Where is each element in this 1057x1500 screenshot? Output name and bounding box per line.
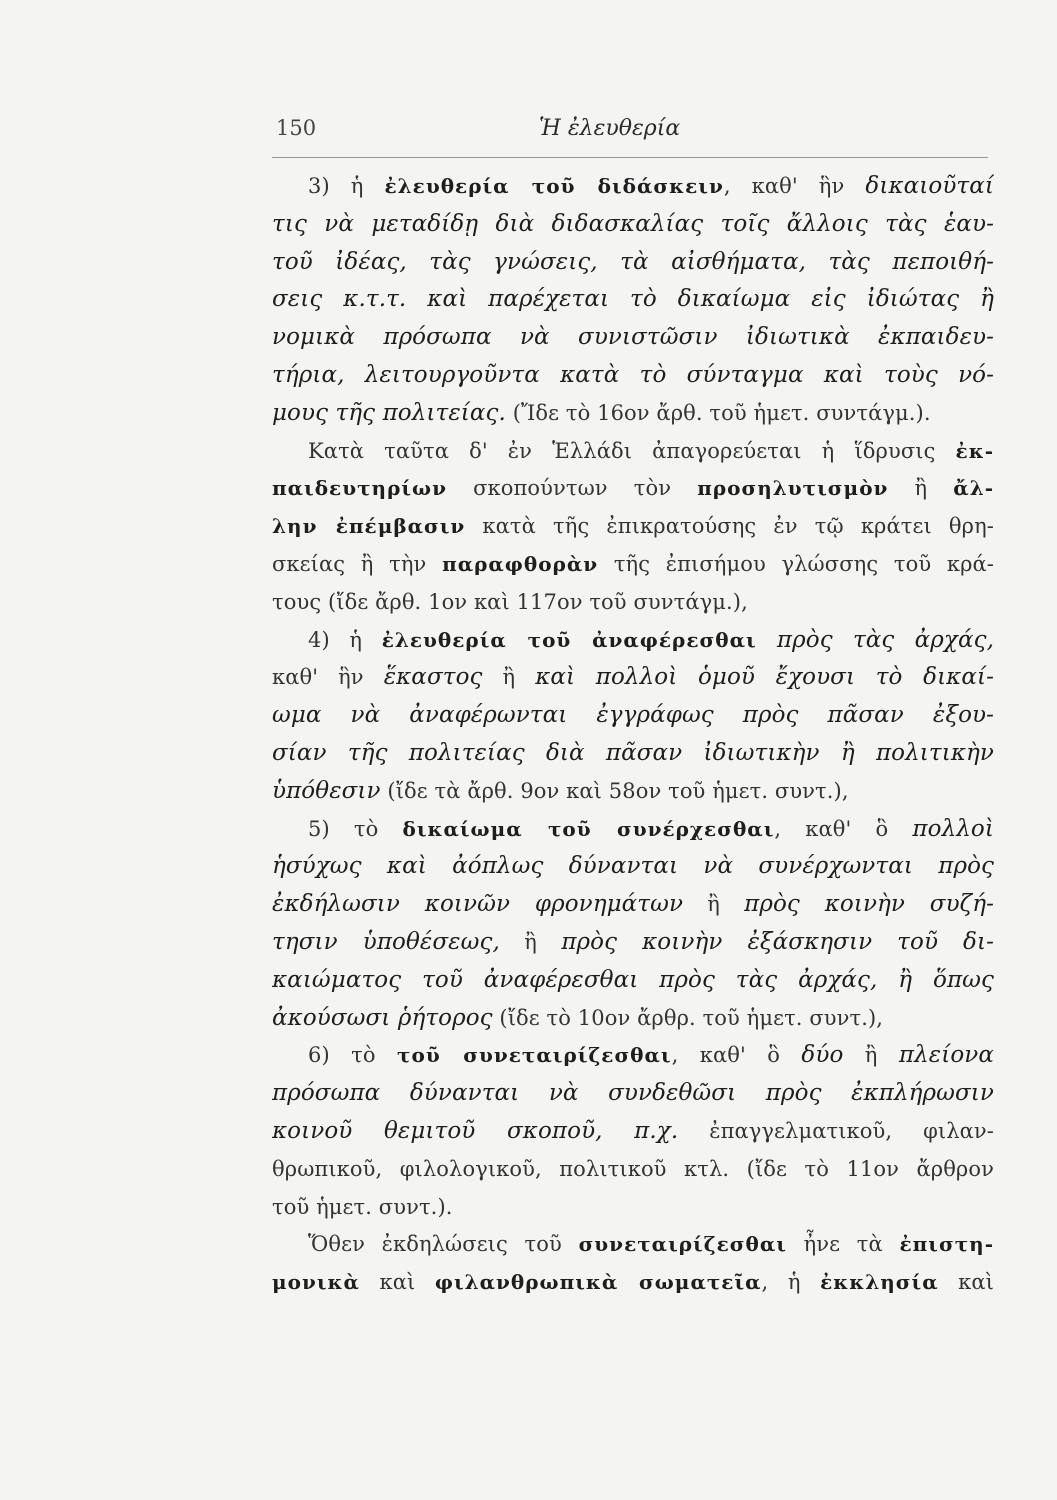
text-line — [272, 1113, 994, 1151]
text-segment: καὶ — [938, 1270, 994, 1295]
text-segment: καὶ — [359, 1270, 435, 1295]
text-segment: πλείονα — [898, 1042, 994, 1069]
text-segment: τῆς ἐπισήμου γλώσσης τοῦ κρά- — [598, 551, 994, 576]
text-segment: λην ἐπέμβασιν — [272, 514, 466, 539]
text-line — [272, 622, 994, 660]
text-line — [272, 1075, 994, 1113]
text-segment: ἢ — [683, 892, 745, 917]
text-segment: ἢ — [499, 929, 562, 954]
text-line — [272, 811, 994, 849]
page-header — [276, 112, 986, 152]
text-segment: ἢ — [888, 476, 954, 501]
text-line — [272, 319, 994, 357]
text-segment: δύο — [801, 1042, 844, 1069]
text-segment: ἐπαγγελματικοῦ, φιλαν- — [678, 1118, 994, 1143]
text-line — [272, 470, 994, 508]
text-line — [272, 546, 994, 584]
text-line — [272, 1000, 994, 1038]
text-segment: προσηλυτισμὸν — [697, 476, 889, 501]
text-segment: φιλανθρωπικὰ σωματεῖα — [434, 1270, 762, 1295]
text-line — [272, 962, 994, 1000]
text-segment: ἐκ- — [955, 438, 994, 463]
text-line — [272, 886, 994, 924]
text-segment: ἐκκλησία — [820, 1270, 939, 1295]
text-line — [272, 395, 994, 433]
text-segment: μονικὰ — [272, 1270, 360, 1295]
text-segment: καὶ πολλοὶ ὁμοῦ ἔχουσι τὸ δικαί- — [535, 664, 994, 691]
text-segment: , καθ' ὃ — [774, 816, 913, 841]
text-segment: ἐλευθερία τοῦ διδάσκειν — [384, 174, 724, 198]
text-segment: τις νὰ μεταδίδῃ διὰ διδασκαλίας τοῖς ἄλλοις τὰς ἑαυ- — [272, 210, 994, 237]
text-segment: (Ἴδε τὸ 16ον ἄρθ. τοῦ ἡμετ. συντάγμ.). — [505, 400, 931, 425]
text-segment: τοῦ ἰδέας, τὰς γνώσεις, τὰ αἰσθήματα, τὰς πεποιθή- — [272, 248, 994, 275]
text-line — [272, 206, 994, 244]
text-segment: τήρια, λειτουργοῦντα κατὰ τὸ σύνταγμα καὶ τοὺς νό- — [272, 361, 994, 388]
text-segment: , καθ' ἣν — [723, 174, 866, 198]
text-segment: ἦνε τὰ — [786, 1232, 900, 1257]
text-line — [272, 697, 994, 735]
text-segment: , καθ' ὃ — [671, 1043, 802, 1068]
text-segment: ἀκούσωσι ῥήτορος — [272, 1004, 493, 1031]
text-segment: πρὸς κοινὴν συζή- — [744, 891, 994, 918]
text-segment: ἢ — [843, 1043, 899, 1068]
text-line — [272, 1037, 994, 1075]
text-line — [272, 1264, 994, 1302]
text-segment: κατὰ τῆς ἐπικρατούσης ἐν τῷ κράτει θρη- — [465, 514, 994, 539]
text-line — [272, 773, 994, 811]
text-segment: σεις κ.τ.τ. καὶ παρέχεται τὸ δικαίωμα εἰς ἰδιώτας ἢ — [272, 286, 994, 313]
text-segment: τους (ἴδε ἄρθ. 1ον καὶ 117ον τοῦ συντάγμ.), — [272, 589, 748, 614]
text-segment: νομικὰ πρόσωπα νὰ συνιστῶσιν ἰδιωτικὰ ἐκπαιδευ- — [272, 324, 994, 351]
text-segment: σκοπούντων τὸν — [446, 476, 698, 501]
text-segment: Ὅθεν ἐκδηλώσεις τοῦ — [308, 1232, 579, 1257]
text-line — [272, 433, 994, 471]
text-segment: τησιν ὑποθέσεως, — [272, 928, 500, 955]
text-segment: θρωπικοῦ, φιλολογικοῦ, πολιτικοῦ κτλ. (ἴδε τὸ 11ον ἄρθρον — [272, 1156, 994, 1181]
text-segment: δικαίωμα τοῦ συνέρχεσθαι — [402, 816, 775, 841]
text-segment: σίαν τῆς πολιτείας διὰ πᾶσαν ἰδιωτικὴν ἢ πολιτικὴν — [272, 739, 994, 766]
text-segment: καθ' ἣν — [272, 665, 384, 690]
text-segment: 4) ἡ — [308, 627, 382, 652]
text-line — [272, 735, 994, 773]
text-segment: ἐλευθερία τοῦ ἀναφέρεσθαι — [381, 627, 757, 652]
text-segment: μους τῆς πολιτείας. — [272, 399, 506, 426]
text-line — [272, 924, 994, 962]
text-segment: , ἡ — [761, 1270, 821, 1295]
text-line — [272, 1189, 994, 1227]
text-line — [272, 584, 994, 622]
text-segment: τοῦ ἡμετ. συντ.). — [272, 1194, 453, 1219]
text-segment: πολλοὶ — [912, 815, 994, 842]
text-segment: ωμα νὰ ἀναφέρωνται ἐγγράφως πρὸς πᾶσαν ἐξου- — [272, 702, 994, 729]
text-segment: ἕκαστος — [383, 664, 483, 691]
text-line — [272, 244, 994, 282]
body-text — [272, 168, 994, 1302]
text-segment: πρὸς τὰς ἀρχάς, — [756, 626, 994, 653]
text-segment: ἡσύχως καὶ ἀόπλως δύνανται νὰ συνέρχωνται πρὸς — [272, 853, 994, 880]
text-line — [272, 508, 994, 546]
text-segment: παιδευτηρίων — [272, 476, 447, 501]
text-line — [272, 281, 994, 319]
text-line — [272, 848, 994, 886]
text-segment: Κατὰ ταῦτα δ' ἐν Ἑλλάδι ἀπαγορεύεται ἡ ἵδρυσις — [308, 438, 956, 463]
text-segment: 5) τὸ — [308, 816, 403, 841]
text-segment: ἄλ- — [953, 476, 994, 501]
text-line — [272, 1151, 994, 1189]
text-segment: ἐπιστη- — [899, 1232, 994, 1257]
text-line — [272, 1226, 994, 1264]
text-segment: (ἴδε τὸ 10ον ἄρθρ. τοῦ ἡμετ. συντ.), — [492, 1005, 884, 1030]
text-line — [272, 659, 994, 697]
text-segment: ἐκδήλωσιν κοινῶν φρονημάτων — [272, 891, 684, 918]
text-segment: δικαιοῦταί — [865, 173, 994, 199]
text-segment: κοινοῦ θεμιτοῦ σκοποῦ, π.χ. — [272, 1117, 679, 1144]
text-segment: ὑπόθεσιν — [272, 777, 381, 804]
text-line — [272, 357, 994, 395]
text-line — [272, 168, 994, 206]
text-segment: 3) ἡ — [308, 174, 385, 198]
text-segment: σκείας ἢ τὴν — [272, 551, 443, 576]
text-segment: τοῦ συνεταιρίζεσθαι — [397, 1043, 672, 1068]
text-segment: 6) τὸ — [308, 1043, 398, 1068]
text-segment: (ἴδε τὰ ἄρθ. 9ον καὶ 58ον τοῦ ἡμετ. συντ.), — [380, 778, 849, 803]
text-segment: πρόσωπα δύνανται νὰ συνδεθῶσι πρὸς ἐκπλήρωσιν — [272, 1080, 994, 1107]
running-title: Ἡ ἐλευθερία — [539, 116, 681, 141]
text-segment: πρὸς κοινὴν ἐξάσκησιν τοῦ δι- — [561, 928, 994, 955]
text-segment: συνεταιρίζεσθαι — [578, 1232, 787, 1257]
text-segment: καιώματος τοῦ ἀναφέρεσθαι πρὸς τὰς ἀρχάς, ἢ ὅπως — [272, 966, 994, 993]
text-segment: παραφθορὰν — [442, 551, 599, 576]
text-segment: ἢ — [482, 665, 536, 690]
header-rule — [272, 157, 988, 158]
page-number: 150 — [276, 116, 317, 140]
